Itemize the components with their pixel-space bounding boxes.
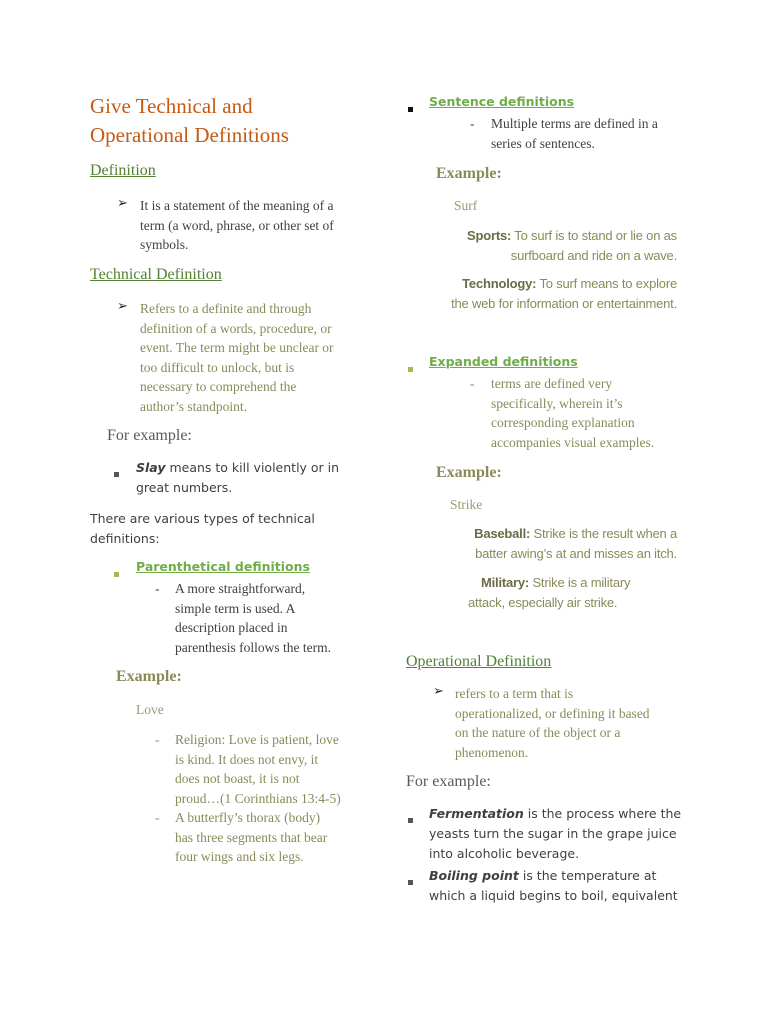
technical-definition-heading: Technical Definition bbox=[90, 266, 222, 283]
boiling-point-example: Boiling point is the temperature at which a liquid begins to boil, equivalent bbox=[429, 868, 678, 903]
types-intro: There are various types of technical definitions: bbox=[90, 511, 315, 546]
dash-bullet: - bbox=[155, 732, 160, 747]
for-example-label: For example: bbox=[406, 773, 491, 790]
expanded-text: terms are defined very specifically, wherein it’s corresponding explanation accompanies visual examples. bbox=[491, 376, 655, 450]
operational-definition-heading: Operational Definition bbox=[406, 653, 552, 670]
operational-text: refers to a term that is operationalized, or defining it based on the nature of the object or a phenomenon. bbox=[455, 686, 650, 760]
for-example-label: For example: bbox=[107, 427, 192, 444]
parenthetical-text: A more straightforward, simple term is used. A description placed in parenthesis follows the term. bbox=[175, 581, 331, 655]
expanded-definitions-heading: Expanded definitions bbox=[429, 354, 578, 369]
example-label: Example: bbox=[436, 165, 502, 182]
dash-bullet: - bbox=[470, 376, 475, 391]
sports-example: Sports: To surf is to stand or lie on as surfboard and ride on a wave. bbox=[467, 228, 677, 263]
sentence-definitions-heading: Sentence definitions bbox=[429, 94, 575, 109]
example-label: Example: bbox=[436, 464, 502, 481]
definition-text: It is a statement of the meaning of a term (a word, phrase, or other set of symbols. bbox=[140, 198, 334, 252]
arrow-bullet-icon: ➢ bbox=[117, 298, 128, 313]
square-bullet-icon bbox=[408, 99, 413, 117]
surf-word: Surf bbox=[454, 198, 478, 213]
page-title: Give Technical and Operational Definitions bbox=[90, 94, 289, 147]
dash-bullet: - bbox=[155, 581, 160, 596]
love-item-religion: Religion: Love is patient, love is kind. It does not envy, it does not boast, it is not proud…(1 Corinthians 13:4-5) bbox=[175, 732, 341, 806]
fermentation-example: Fermentation is the process where the yeasts turn the sugar in the grape juice into alcoholic beverage. bbox=[429, 806, 682, 861]
arrow-bullet-icon: ➢ bbox=[117, 195, 128, 210]
example-label: Example: bbox=[116, 668, 182, 685]
love-word: Love bbox=[136, 702, 164, 717]
dash-bullet: - bbox=[155, 810, 160, 825]
sentence-text: Multiple terms are defined in a series of sentences. bbox=[491, 116, 658, 151]
square-bullet-icon bbox=[114, 564, 119, 582]
love-item-butterfly: A butterfly’s thorax (body) has three segments that bear four wings and six legs. bbox=[175, 810, 328, 864]
square-bullet-icon bbox=[408, 872, 413, 890]
definition-heading: Definition bbox=[90, 162, 156, 179]
baseball-example: Baseball: Strike is the result when a batter awing’s at and misses an itch. bbox=[474, 526, 677, 561]
slay-example: Slay means to kill violently or in great numbers. bbox=[136, 460, 340, 495]
strike-word: Strike bbox=[450, 497, 483, 512]
square-bullet-icon bbox=[408, 359, 413, 377]
military-example: Military: Strike is a military attack, especially air strike. bbox=[468, 575, 631, 610]
parenthetical-heading: Parenthetical definitions bbox=[136, 559, 310, 574]
square-bullet-icon bbox=[114, 464, 119, 482]
dash-bullet: - bbox=[470, 116, 475, 131]
technical-text: Refers to a definite and through definition of a words, procedure, or event. The term might be unclear or too difficult to unlock, but is necessary to comprehend the author’s standpoint. bbox=[140, 301, 334, 414]
square-bullet-icon bbox=[408, 810, 413, 828]
arrow-bullet-icon: ➢ bbox=[433, 683, 444, 698]
technology-example: Technology: To surf means to explore the web for information or entertainment. bbox=[451, 276, 677, 311]
